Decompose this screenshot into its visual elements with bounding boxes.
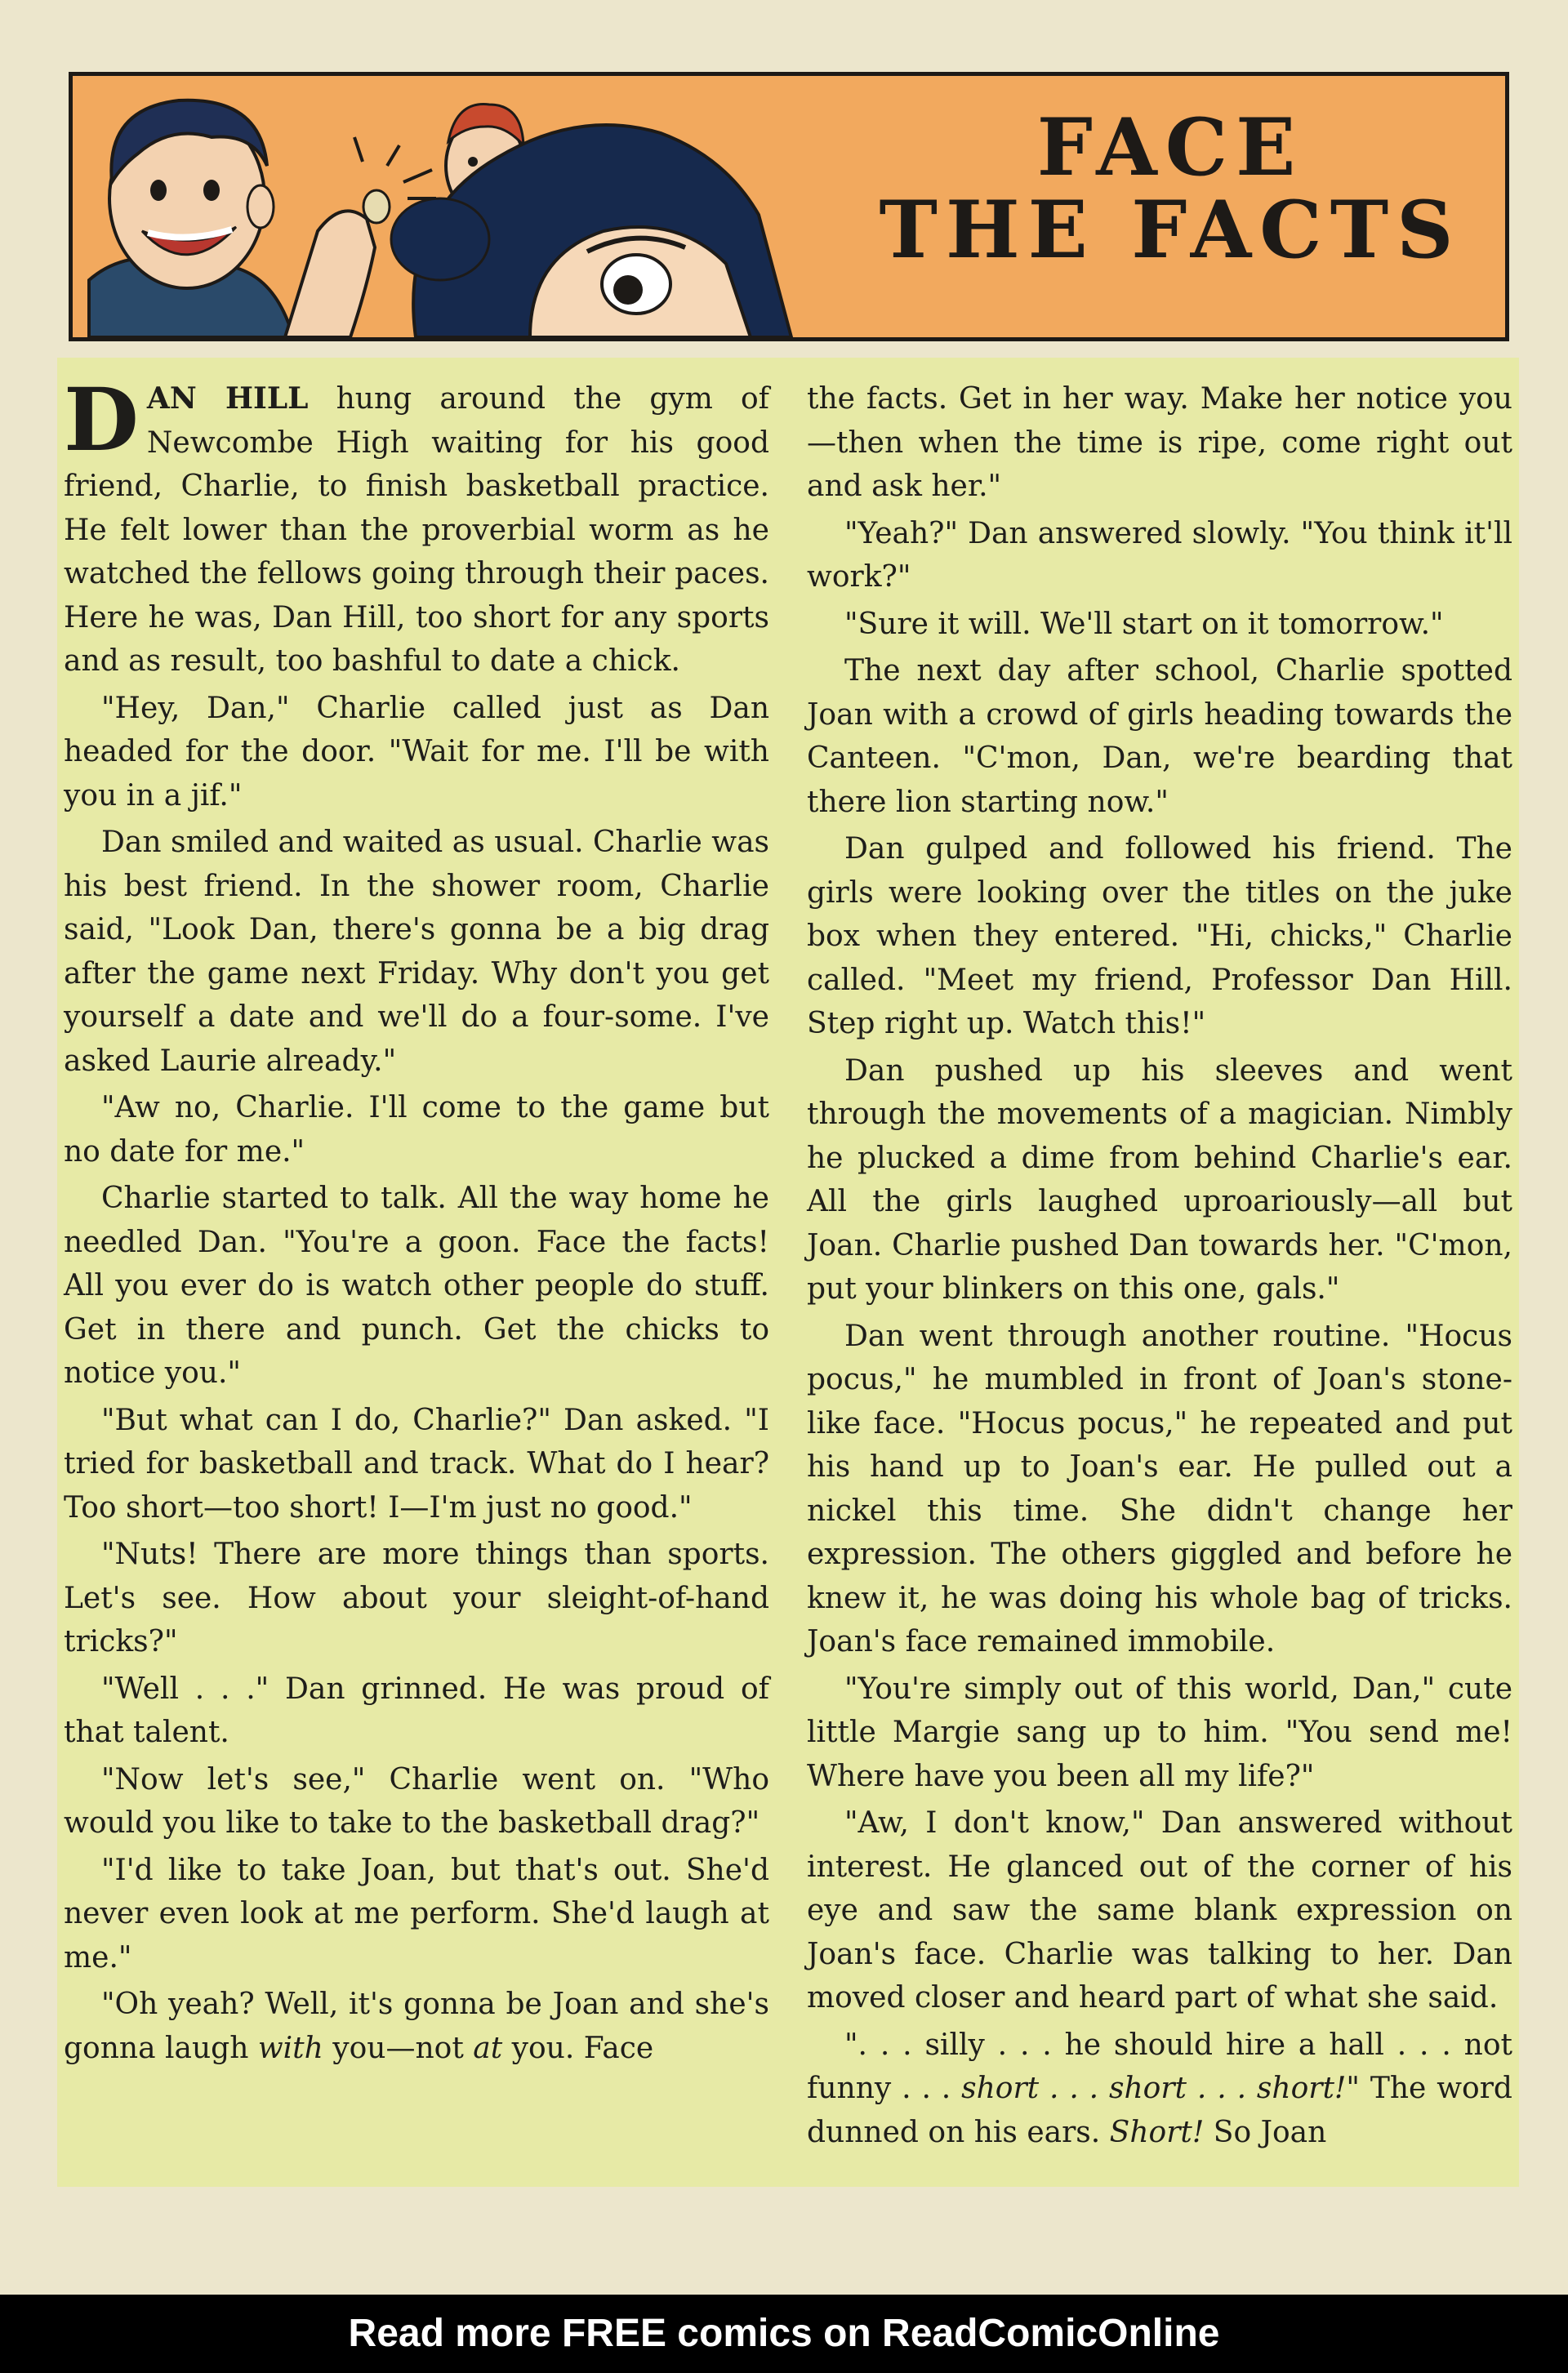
paragraph: Dan pushed up his sleeves and went through the movements of a magician. Nimbly he plucked a dime from behind Charlie's ear. All the girls laughed uproariously—all but Joan. Charlie pushed Dan towards her. "C'mon, put your blinkers on this one, gals." bbox=[807, 1053, 1512, 1306]
drop-cap: D bbox=[64, 368, 139, 470]
paragraph: Dan smiled and waited as usual. Charlie was his best friend. In the shower room, Charlie said, "Look Dan, there's gonna be a big drag after the game next Friday. Why don't you get yourself a date and we'll do a four-some. I've asked Laurie already." bbox=[64, 826, 769, 1078]
paragraph: Charlie started to talk. All the way home he needled Dan. "You're a goon. Face the facts! All you ever do is watch other people do stuff. Get in there and punch. Get the chicks to notice you." bbox=[64, 1182, 769, 1390]
opening-small-caps: AN HILL bbox=[146, 381, 309, 416]
paragraph: "Hey, Dan," Charlie called just as Dan headed for the door. "Wait for me. I'll be with you in a jif." bbox=[64, 691, 769, 813]
paragraph: "Aw no, Charlie. I'll come to the game but no date for me." bbox=[64, 1091, 769, 1169]
paragraph: DAN HILL hung around the gym of Newcombe High waiting for his good friend, Charlie, to finish basketball practice. He felt lower than the proverbial worm as he watched the fellows going through their paces. Here he was, Dan Hill, too short for any sports and as result, too bashful to date a chick. bbox=[64, 368, 769, 678]
read-more-banner[interactable]: Read more FREE comics on ReadComicOnline bbox=[0, 2295, 1568, 2373]
title-line-2: THE FACTS bbox=[879, 183, 1462, 276]
paragraph: "Aw, I don't know," Dan answered without interest. He glanced out of the corner of his eye and saw the same blank expression on Joan's face. Charlie was talking to her. Dan moved closer and heard part of what she said. bbox=[807, 1806, 1512, 2015]
paragraph: "Oh yeah? Well, it's gonna be Joan and she's gonna laugh with you—not at you. Face bbox=[64, 1988, 769, 2065]
title-line-1: FACE bbox=[1036, 101, 1304, 194]
paragraph: ". . . silly . . . he should hire a hall . . . not funny . . . short . . . short . . . short!" The word dunned on his ears. Short! So Joan bbox=[807, 2028, 1512, 2149]
story-header-panel bbox=[69, 72, 1509, 341]
paragraph: "But what can I do, Charlie?" Dan asked. "I tried for basketball and track. What do I hear? Too short—too short! I—I'm just no good." bbox=[64, 1403, 769, 1525]
paragraph: "Yeah?" Dan answered slowly. "You think it'll work?" bbox=[807, 516, 1512, 594]
text-column-left bbox=[64, 368, 769, 2187]
story-title bbox=[876, 101, 1464, 276]
paragraph: "Sure it will. We'll start on it tomorrow." bbox=[844, 607, 1444, 641]
paragraph: "Now let's see," Charlie went on. "Who would you like to take to the basketball drag?" bbox=[64, 1762, 769, 1840]
paragraph: "Well . . ." Dan grinned. He was proud of that talent. bbox=[64, 1672, 769, 1749]
paragraph: Dan went through another routine. "Hocus pocus," he mumbled in front of Joan's stone-like face. "Hocus pocus," he repeated and put his hand up to Joan's ear. He pulled out a nickel this time. She didn't change her expression. The others giggled and before he knew it, he was doing his whole bag of tricks. Joan's face remained immobile. bbox=[807, 1319, 1512, 1658]
paragraph: Dan gulped and followed his friend. The girls were looking over the titles on the juke box when they entered. "Hi, chicks," Charlie called. "Meet my friend, Professor Dan Hill. Step right up. Watch this!" bbox=[807, 832, 1512, 1040]
paragraph: "Nuts! There are more things than sports. Let's see. How about your sleight-of-hand tricks?" bbox=[64, 1538, 769, 1658]
dan-character-illustration bbox=[89, 100, 293, 337]
paragraph: the facts. Get in her way. Make her notice you—then when the time is ripe, come right out and ask her." bbox=[807, 382, 1512, 503]
text-column-right bbox=[807, 377, 1512, 2187]
paragraph: The next day after school, Charlie spotted Joan with a crowd of girls heading towards the Canteen. "C'mon, Dan, we're bearding that there lion starting now." bbox=[807, 654, 1512, 819]
story-text-box bbox=[57, 358, 1519, 2187]
paragraph: "You're simply out of this world, Dan," cute little Margie sang up to him. "You send me! Where have you been all my life?" bbox=[807, 1672, 1512, 1793]
paragraph: "I'd like to take Joan, but that's out. She'd never even look at me perform. She'd laugh at me." bbox=[64, 1853, 769, 1975]
